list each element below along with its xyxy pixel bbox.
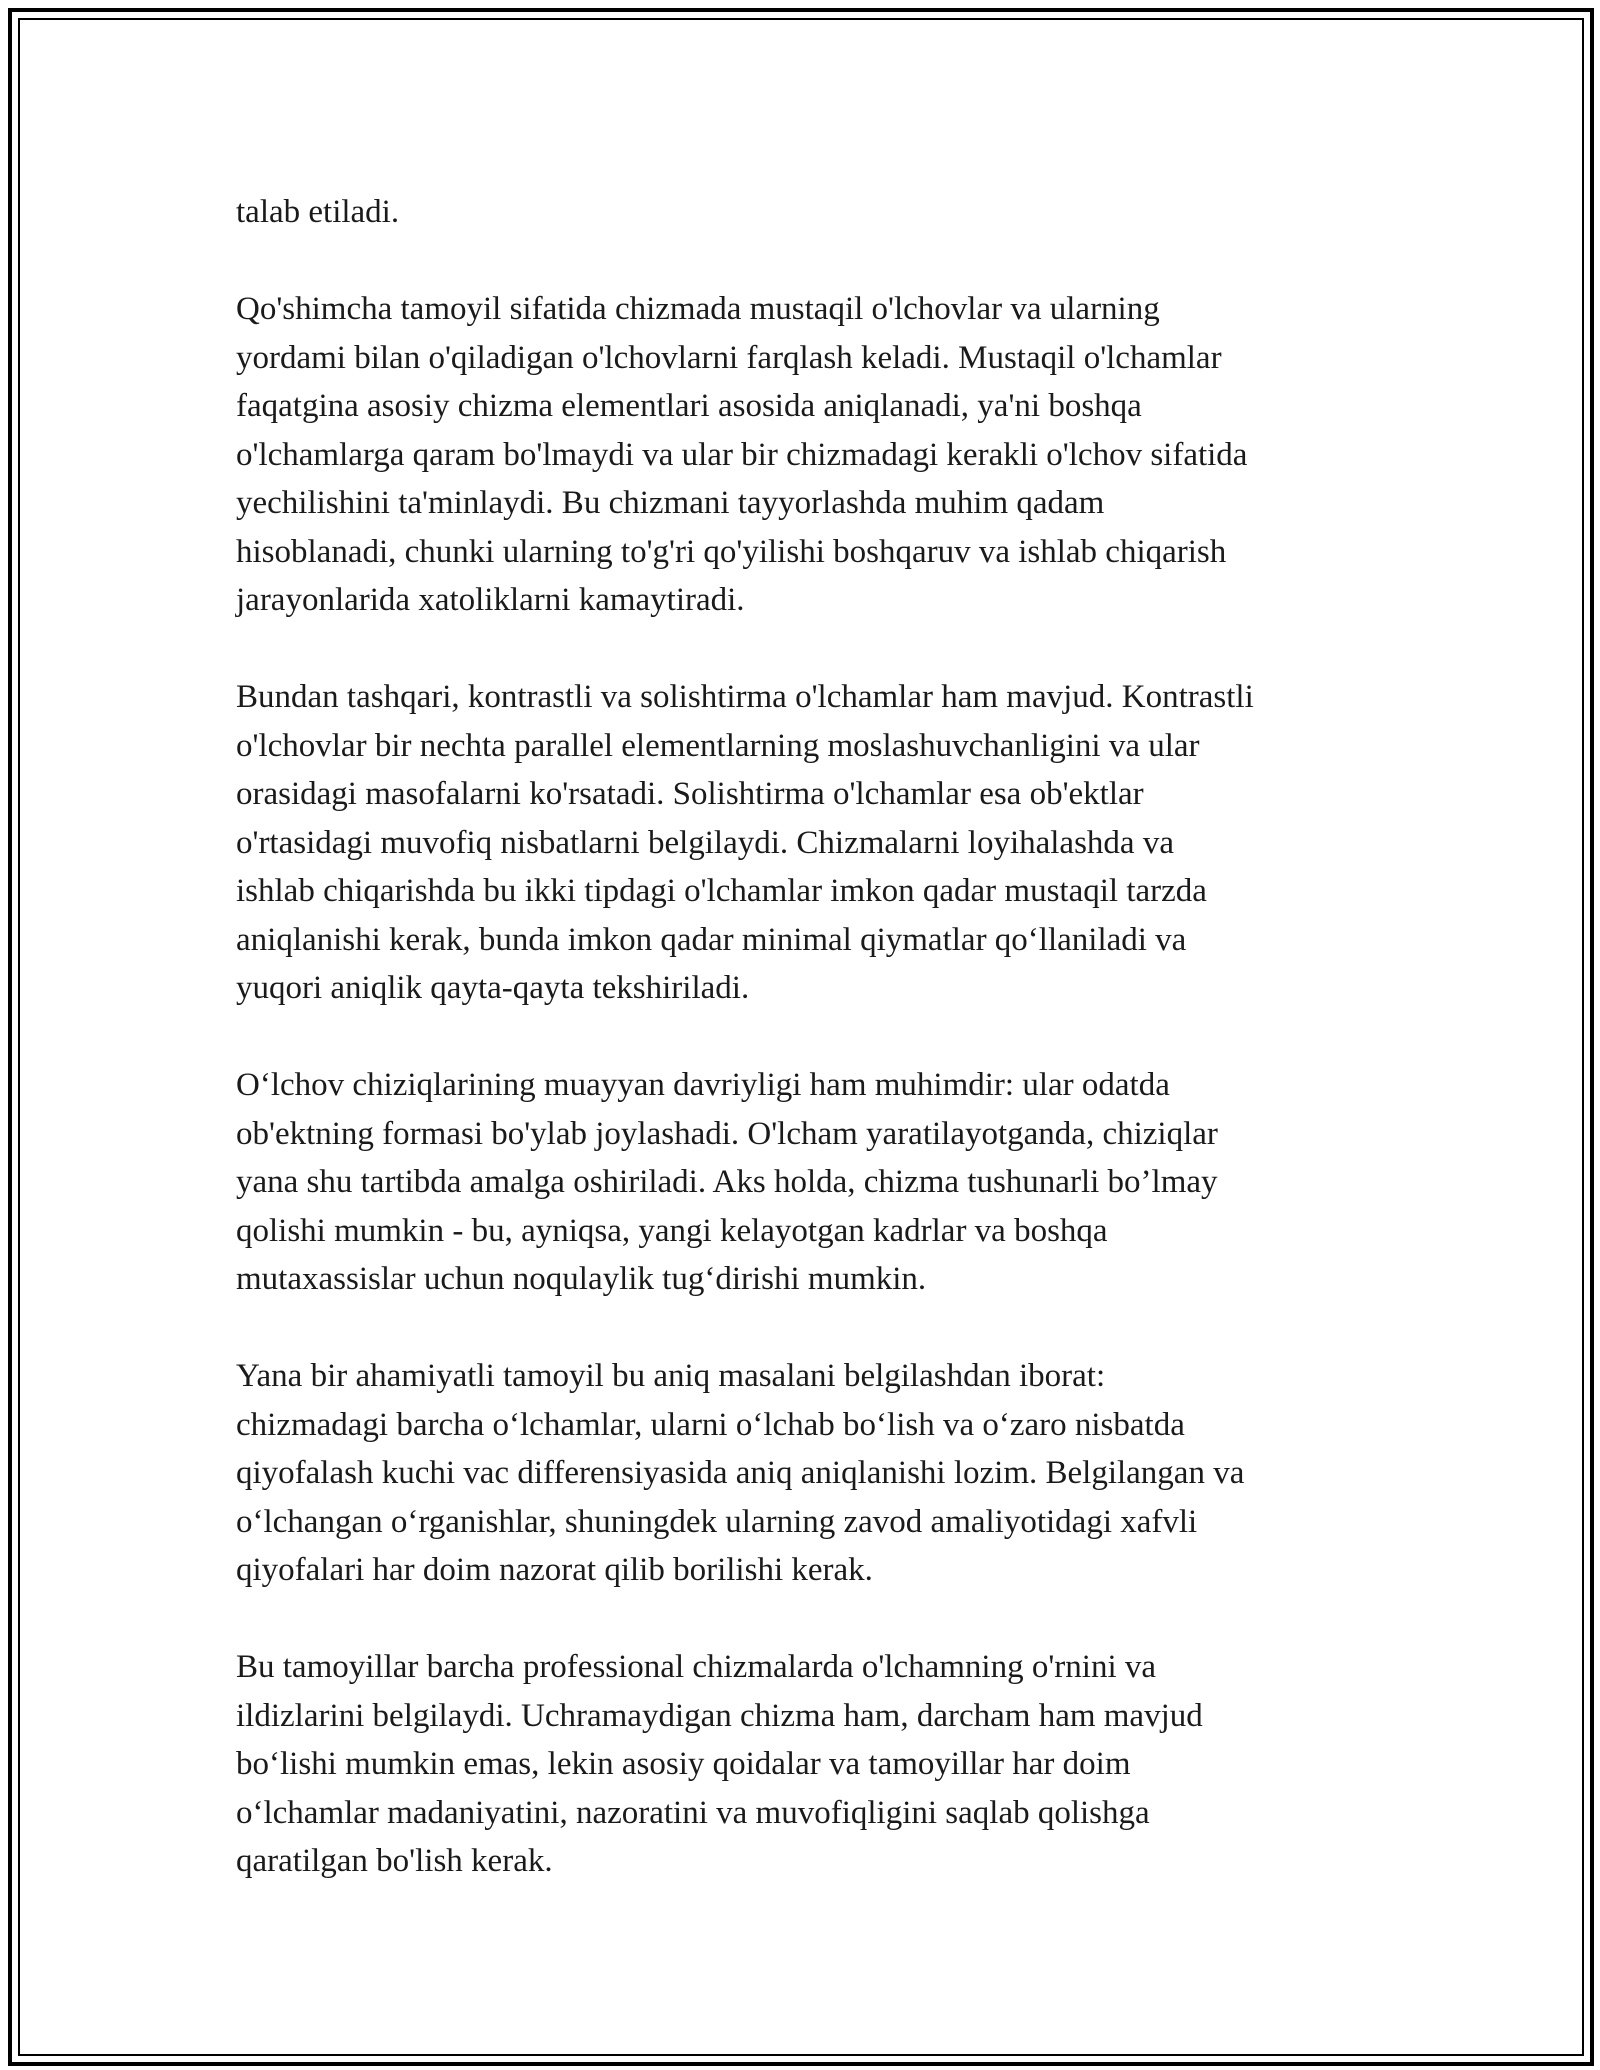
text-line: Bundan tashqari, kontrastli va solishtirma o'lchamlar ham mavjud. Kontrastli [236,679,1254,715]
paragraph-4 [236,1061,1376,1304]
text-line: Qo'shimcha tamoyil sifatida chizmada mustaqil o'lchovlar va ularning [236,291,1160,327]
paragraph-1 [236,188,1376,237]
text-line: jarayonlarida xatoliklarni kamaytiradi. [236,582,745,618]
text-line: o'lchovlar bir nechta parallel elementlarning moslashuvchanligini va ular [236,727,1200,764]
text-line: orasidagi masofalarni ko'rsatadi. Solishtirma o'lchamlar esa ob'ektlar [236,776,1144,812]
text-line: hisoblanadi, chunki ularning to'g'ri qo'yilishi boshqaruv va ishlab chiqarish [236,533,1227,570]
text-line: ob'ektning formasi bo'ylab joylashadi. O'lcham yaratilayotganda, chiziqlar [236,1115,1218,1152]
text-line: Yana bir ahamiyatli tamoyil bu aniq masalani belgilashdan iborat: [236,1358,1106,1394]
text-line: ishlab chiqarishda bu ikki tipdagi o'lchamlar imkon qadar mustaqil tarzda [236,873,1207,909]
text-line: ildizlarini belgilaydi. Uchramaydigan chizma ham, darcham ham mavjud [236,1697,1203,1734]
text-line: yana shu tartibda amalga oshiriladi. Aks holda, chizma tushunarli bo’lmay [236,1164,1218,1200]
text-line: qiyofalash kuchi vac differensiyasida aniq aniqlanishi lozim. Belgilangan va [236,1455,1245,1491]
text-line: o‘lchangan o‘rganishlar, shuningdek ularning zavod amaliyotidagi xafvli [236,1503,1198,1540]
text-line: mutaxassislar uchun noqulaylik tug‘dirishi mumkin. [236,1261,927,1297]
text-line: aniqlanishi kerak, bunda imkon qadar minimal qiymatlar qo‘llaniladi va [236,921,1187,958]
text-line: Bu tamoyillar barcha professional chizmalarda o'lchamning o'rnini va [236,1649,1157,1685]
text-line: faqatgina asosiy chizma elementlari asosida aniqlanadi, ya'ni boshqa [236,388,1142,424]
text-line: o'lchamlarga qaram bo'lmaydi va ular bir chizmadagi kerakli o'lchov sifatida [236,436,1248,473]
text-line: talab etiladi. [236,194,400,230]
paragraph-6 [236,1643,1376,1886]
paragraph-2 [236,285,1376,625]
text-line: o'rtasidagi muvofiq nisbatlarni belgilaydi. Chizmalarni loyihalashda va [236,824,1174,861]
text-line: yechilishini ta'minlaydi. Bu chizmani tayyorlashda muhim qadam [236,485,1105,521]
text-line: O‘lchov chiziqlarining muayyan davriyligi ham muhimdir: ular odatda [236,1067,1170,1103]
text-line: chizmadagi barcha o‘lchamlar, ularni o‘lchab bo‘lish va o‘zaro nisbatda [236,1406,1185,1443]
text-line: yordami bilan o'qiladigan o'lchovlarni farqlash keladi. Mustaqil o'lchamlar [236,339,1222,376]
document-body [236,188,1376,1934]
text-line: qiyofalari har doim nazorat qilib borilishi kerak. [236,1552,873,1588]
paragraph-3 [236,673,1376,1013]
paragraph-5 [236,1352,1376,1595]
text-line: bo‘lishi mumkin emas, lekin asosiy qoidalar va tamoyillar har doim [236,1746,1131,1782]
text-line: qaratilgan bo'lish kerak. [236,1843,553,1879]
text-line: yuqori aniqlik qayta-qayta tekshiriladi. [236,970,750,1006]
text-line: qolishi mumkin - bu, ayniqsa, yangi kelayotgan kadrlar va boshqa [236,1212,1108,1249]
text-line: o‘lchamlar madaniyatini, nazoratini va muvofiqligini saqlab qolishga [236,1794,1150,1831]
